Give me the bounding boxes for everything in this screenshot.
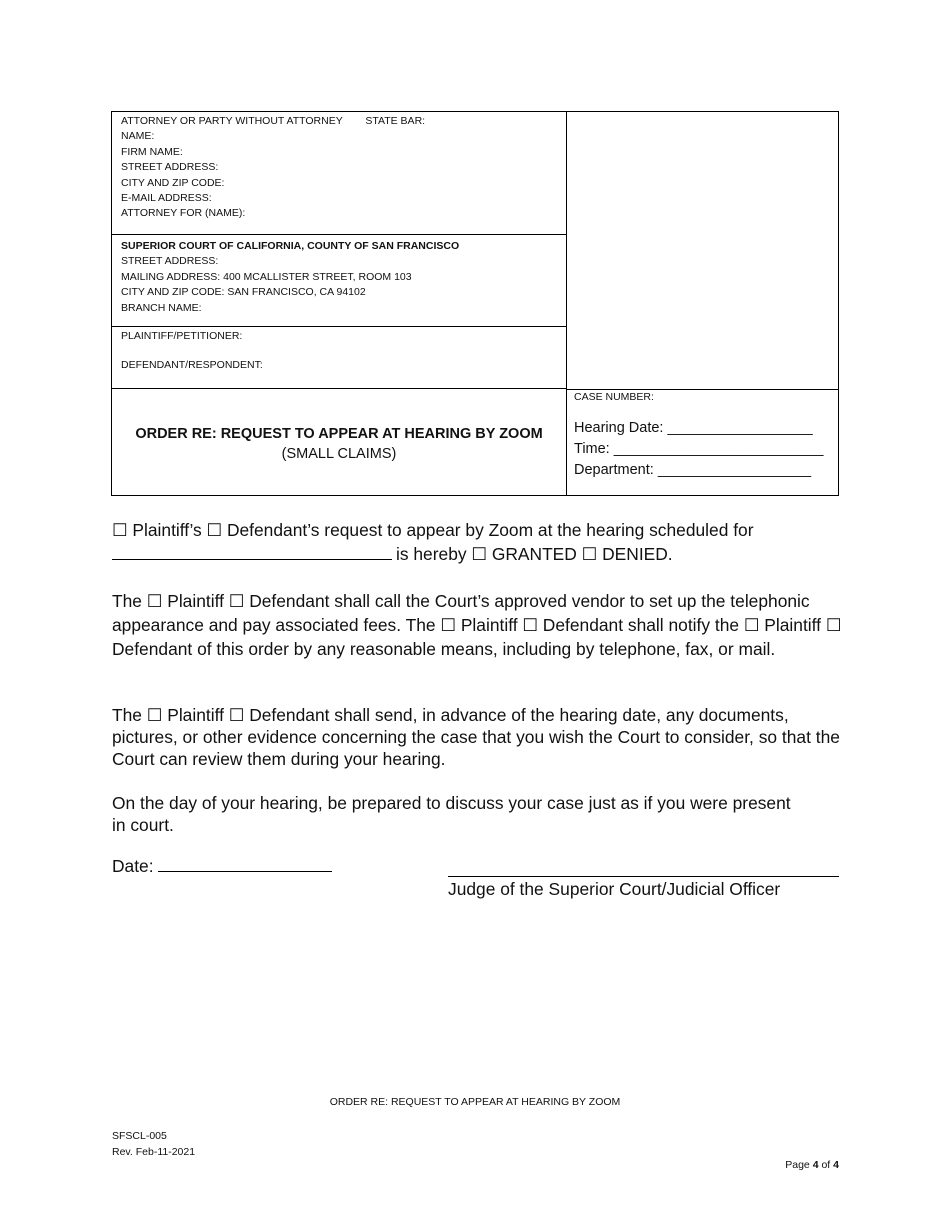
paragraph-evidence: The ☐ Plaintiff ☐ Defendant shall send, in advance of the hearing date, any documents, pictures, or other evidence concerning the case that you wish the Court to consider, so that the Court can review them during your hearing. (112, 705, 840, 769)
name-label: NAME: (121, 130, 155, 143)
attorney-section (112, 112, 566, 235)
branch-name-label: BRANCH NAME: (121, 301, 202, 314)
form-id: SFSCL-005 (112, 1130, 167, 1142)
court-mailing-address: MAILING ADDRESS: 400 MCALLISTER STREET, ROOM 103 (121, 270, 412, 283)
date-blank (158, 857, 332, 872)
request-line-1: ☐ Plaintiff’s ☐ Defendant’s request to appear by Zoom at the hearing scheduled for (112, 520, 754, 540)
time-field: Time: __________________________ (574, 441, 824, 457)
form-title-section (112, 389, 566, 495)
attorney-for-label: ATTORNEY FOR (NAME): (121, 207, 246, 220)
court-street-label: STREET ADDRESS: (121, 255, 219, 268)
case-info-section (567, 389, 839, 496)
revision-date: Rev. Feb-11-2021 (112, 1146, 196, 1158)
email-label: E-MAIL ADDRESS: (121, 192, 212, 205)
hearing-date-blank (112, 545, 392, 560)
street-address-label: STREET ADDRESS: (121, 161, 219, 174)
case-number-label: CASE NUMBER: (574, 391, 654, 403)
court-name: SUPERIOR COURT OF CALIFORNIA, COUNTY OF SAN FRANCISCO (121, 240, 460, 252)
parties-section (112, 327, 566, 389)
footer-form-info (112, 1128, 195, 1160)
attorney-label: ATTORNEY OR PARTY WITHOUT ATTORNEY (121, 115, 343, 127)
page-total: 4 (833, 1159, 839, 1171)
signature-line (448, 876, 839, 877)
footer-title: ORDER RE: REQUEST TO APPEAR AT HEARING BY ZOOM (329, 1096, 621, 1108)
caption-left-column (112, 112, 567, 495)
paragraph-request (112, 518, 842, 566)
paragraph-vendor: The ☐ Plaintiff ☐ Defendant shall call the Court’s approved vendor to set up the telephonic appearance and pay associated fees. The ☐ Plaintiff ☐ Defendant shall notify the ☐ Plaintiff ☐ Defendant of this order by any reasonable means, including by telephone, fax, or mail. (112, 591, 842, 659)
state-bar-label: STATE BAR: (365, 115, 426, 127)
date-line (112, 856, 332, 877)
form-title: ORDER RE: REQUEST TO APPEAR AT HEARING BY ZOOM (135, 426, 543, 442)
page-current: 4 (812, 1159, 819, 1171)
department-field: Department: ___________________ (574, 462, 812, 478)
firm-name-label: FIRM NAME: (121, 145, 183, 158)
signature-label: Judge of the Superior Court/Judicial Officer (448, 879, 781, 899)
request-line-2: is hereby ☐ GRANTED ☐ DENIED. (396, 544, 673, 564)
court-section (112, 235, 566, 327)
plaintiff-label: PLAINTIFF/PETITIONER: (121, 330, 243, 342)
hearing-date-field: Hearing Date: __________________ (574, 420, 813, 436)
court-city-zip: CITY AND ZIP CODE: SAN FRANCISCO, CA 94102 (121, 286, 366, 299)
caption-box (111, 111, 839, 496)
page-number: Page 4 of 4 (785, 1159, 839, 1171)
form-subtitle: (SMALL CLAIMS) (281, 446, 397, 462)
date-label: Date: (112, 856, 154, 876)
paragraph-prepare: On the day of your hearing, be prepared to discuss your case just as if you were present in court. (112, 793, 791, 835)
defendant-label: DEFENDANT/RESPONDENT: (121, 359, 263, 372)
city-zip-label: CITY AND ZIP CODE: (121, 176, 225, 189)
